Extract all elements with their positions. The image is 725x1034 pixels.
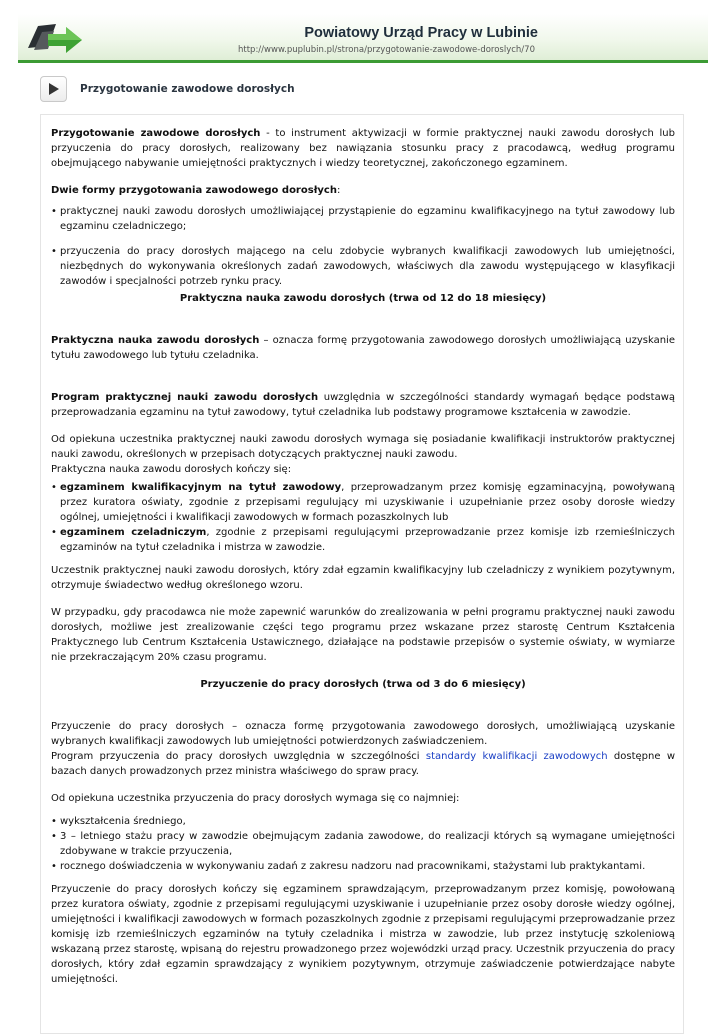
exam-text: , zgodnie z przepisami regulującymi przeprowadzanie przez komisje izb rzemieślniczych egzaminów na tytuł czeladnika i mistrza w zawodzie. (60, 527, 675, 553)
opiekun-paragraph: Od opiekuna uczestnika praktycznej nauki zawodu dorosłych wymaga się posiadanie kwalifikacji instruktorów praktycznej nauki zawodu, określonych w przepisach dotyczących praktycznej nauki zawodu. (51, 434, 675, 460)
requirements-list (51, 814, 675, 874)
program-text: uwzględnia w szczególności standardy wymagań będące podstawą przeprowadzania egzaminu na tytuł zawodowy, tytuł czeladnika lub podstawy programowe kształcenia w zawodzie. (51, 392, 675, 418)
standards-link[interactable]: standardy kwalifikacji zawodowych (425, 751, 608, 762)
list-item (51, 480, 675, 525)
section-heading-pnz: Praktyczna nauka zawodu dorosłych (trwa od 12 do 18 miesięcy) (179, 293, 547, 304)
play-arrow-icon (40, 76, 67, 102)
intro-paragraph (51, 126, 675, 171)
pdp-program-post: dostępne w bazach danych prowadzonych przez ministra właściwego do spraw pracy. (51, 751, 675, 777)
two-forms-colon: : (336, 185, 341, 196)
pdp-program (51, 749, 675, 779)
intro-text: - to instrument aktywizacji w formie praktycznej nauki zawodu dorosłych lub przyuczenia do pracy dorosłych, realizowany bez nawiązania stosunku pracy z pracodawcą, według programu obejmującego nabywanie umiejętności praktycznych i wiedzy teoretycznej, zakończonego egzaminem. (51, 128, 675, 169)
list-item: • przyuczenia do pracy dorosłych mającego na celu zdobycie wybranych kwalifikacji zawodowych lub umiejętności, niezbędnych do wykonywania określonych zadań zawodowych, właściwych dla zawodu występującego w klasyfikacji zawodów i specjalności potrzeb rynku pracy. (51, 244, 675, 289)
site-url: http://www.puplubin.pl/strona/przygotowanie-zawodowe-doroslych/70 (238, 45, 535, 55)
list-item: • rocznego doświadczenia w wykonywaniu zadań z zakresu nadzoru nad pracownikami, stażystami lub praktykantami. (51, 859, 675, 874)
pnz-definition (51, 333, 675, 363)
employer-case-paragraph: W przypadku, gdy pracodawca nie może zapewnić warunków do zrealizowania w pełni programu praktycznej nauki zawodu dorosłych, możliwe jest zrealizowanie części tego programu przez wskazane przez starostę Centrum Kształcenia Praktycznego lub Centrum Kształcenia Ustawicznego, działające na podstawie przepisów o systemie oświaty, w wymiarze nie przekraczającym 20% czasu programu. (51, 607, 675, 663)
list-item: • wykształcenia średniego, (51, 814, 675, 829)
two-forms-list (51, 204, 675, 289)
pdp-definition: Przyuczenie do pracy dorosłych – oznacza formę przygotowania zawodowego dorosłych, umożliwiającą uzyskanie wybranych kwalifikacji zawodowych lub umiejętności potwierdzonych zaświadczeniem. (51, 721, 675, 747)
content-box (40, 114, 684, 1034)
list-item (51, 525, 675, 555)
article-body (51, 126, 675, 987)
page-title: Przygotowanie zawodowe dorosłych (80, 83, 295, 95)
exam-bold: egzaminem kwalifikacyjnym na tytuł zawodowy (60, 482, 342, 493)
program-bold: Program praktycznej nauki zawodu dorosłych (51, 392, 319, 403)
two-forms-heading (51, 183, 675, 198)
list-item: • 3 – letniego stażu pracy w zawodzie obejmującym zadania zawodowe, do realizacji których są wymagane umiejętności zdobywane w trakcie przyuczenia, (51, 829, 675, 859)
certificate-paragraph: Uczestnik praktycznej nauki zawodu dorosłych, który zdał egzamin kwalifikacyjny lub czeladniczy z wynikiem pozytywnym, otrzymuje świadectwo według określonego wzoru. (51, 565, 675, 591)
intro-bold: Przygotowanie zawodowe dorosłych (51, 128, 261, 139)
program-paragraph (51, 390, 675, 420)
section-heading-pdp: Przyuczenie do pracy dorosłych (trwa od 3 do 6 miesięcy) (200, 679, 526, 690)
ending-intro: Praktyczna nauka zawodu dorosłych kończy się: (51, 464, 292, 475)
list-item: • praktycznej nauki zawodu dorosłych umożliwiającej przystąpienie do egzaminu kwalifikacyjnego na tytuł zawodowy lub egzaminu czeladniczego; (51, 204, 675, 234)
pnz-text: – oznacza formę przygotowania zawodowego dorosłych umożliwiającą uzyskanie tytułu zawodowego lub tytułu czeladnika. (51, 335, 675, 361)
site-header (18, 14, 708, 62)
header-divider (18, 60, 708, 63)
pnz-bold: Praktyczna nauka zawodu dorosłych (51, 335, 260, 346)
exam-bold: egzaminem czeladniczym (60, 527, 207, 538)
exam-list (51, 480, 675, 555)
site-logo[interactable] (26, 22, 84, 56)
opiekun-requirements-intro: Od opiekuna uczestnika przyuczenia do pracy dorosłych wymaga się co najmniej: (51, 793, 460, 804)
pdp-program-pre: Program przyuczenia do pracy dorosłych uwzględnia w szczególności (51, 751, 426, 762)
two-forms-bold: Dwie formy przygotowania zawodowego dorosłych (51, 185, 337, 196)
final-paragraph: Przyuczenie do pracy dorosłych kończy się egzaminem sprawdzającym, przeprowadzanym przez komisję, powołowaną przez kuratora oświaty, zgodnie z przepisami regulującymi uzyskiwanie i uzupełnianie przez osoby dorosłe wiedzy ogólnej, umiejętności i kwalifikacji zawodowych w formach pozaszkolnych zgodnie z przepisami regulującymi przeprowadzanie przez komisję izb rzemieślniczych egzaminów na tytuły czeladnika i mistrza w zawodzie, lub przez instytucję szkoleniową wskazaną przez starostę, wpisaną do rejestru prowadzonego przez wojewódzki urząd pracy. Uczestnik przyuczenia do pracy dorosłych, który zdał egzamin sprawdzający z wynikiem pozytywnym, otrzymuje zaświadczenie potwierdzające nabyte umiejętności. (51, 884, 675, 985)
site-title: Powiatowy Urząd Pracy w Lubinie (304, 25, 538, 41)
exam-text: , przeprowadzanym przez komisję egzaminacyjną, powoływaną przez kuratora oświaty, zgodnie z przepisami regulujący mi uzyskiwanie i uzupełnianie przez osoby dorosłe wiedzy ogólnej, umiejętności i kwalifikacji zawodowych w formach pozaszkolnych lub (60, 482, 675, 523)
